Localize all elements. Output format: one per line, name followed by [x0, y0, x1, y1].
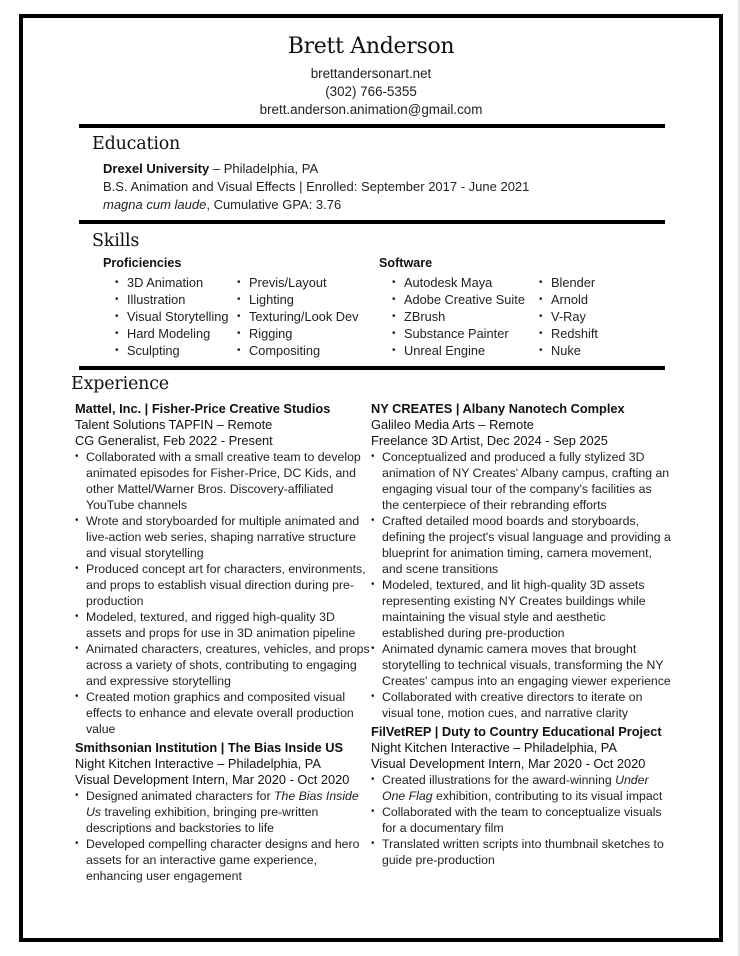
job-entry [371, 724, 671, 868]
software-heading: Software [379, 256, 433, 270]
gpa: , Cumulative GPA: 3.76 [206, 197, 342, 212]
proficiencies-heading: Proficiencies [103, 256, 182, 270]
applicant-name: Brett Anderson [287, 34, 455, 59]
skills-heading: Skills [92, 231, 140, 251]
software-item: • Adobe Creative Suite [392, 291, 525, 308]
job-bullet: • Animated characters, creatures, vehicles, and props across a variety of shots, contributing to engaging and expressive storytelling [75, 641, 371, 689]
software-item: • Nuke [539, 342, 598, 359]
job-role: Visual Development Intern, Mar 2020 - Oct 2020 [75, 772, 350, 787]
italic-title: The Bias Inside Us [86, 789, 359, 819]
job-employer: Night Kitchen Interactive – Philadelphia, PA [75, 756, 321, 771]
proficiency-item: • Sculpting [115, 342, 228, 359]
proficiency-item: • Previs/Layout [237, 274, 359, 291]
job-bullet: • Developed compelling character designs and hero assets for an interactive game experience, enhancing user engagement [75, 836, 371, 884]
job-bullet: • Modeled, textured, and rigged high-quality 3D assets and props for use in 3D animation pipeline [75, 609, 371, 641]
software-list-2 [539, 274, 598, 359]
proficiency-item: • Hard Modeling [115, 325, 228, 342]
job-employer: Night Kitchen Interactive – Philadelphia, PA [371, 740, 617, 755]
job-employer: Galileo Media Arts – Remote [371, 417, 534, 432]
software-item: • Unreal Engine [392, 342, 525, 359]
job-bullet: • Translated written scripts into thumbnail sketches to guide pre-production [371, 836, 671, 868]
proficiencies-list-2 [237, 274, 359, 359]
job-company: NY CREATES | Albany Nanotech Complex [371, 401, 625, 416]
section-divider [79, 124, 665, 128]
job-company: Smithsonian Institution | The Bias Inside US [75, 740, 344, 755]
job-bullet: • Animated dynamic camera moves that brought storytelling to technical visuals, transforming the NY Creates' campus into an engaging viewer experience [371, 641, 671, 689]
job-bullet: • Created illustrations for the award-winning Under One Flag exhibition, contributing to its visual impact [371, 772, 671, 804]
proficiency-item: • Illustration [115, 291, 228, 308]
software-item: • Arnold [539, 291, 598, 308]
job-bullet: • Collaborated with creative directors to iterate on visual tone, motion cues, and narrative clarity [371, 689, 671, 721]
job-bullet: • Crafted detailed mood boards and storyboards, defining the project's visual language and providing a blueprint for animation timing, camera movement, and scene transitions [371, 513, 671, 577]
job-bullets [75, 788, 371, 884]
job-entry [371, 401, 671, 721]
software-item: • Autodesk Maya [392, 274, 525, 291]
experience-heading: Experience [71, 374, 169, 394]
software-item: • ZBrush [392, 308, 525, 325]
job-company: FilVetREP | Duty to Country Educational Project [371, 724, 662, 739]
job-bullet: • Collaborated with a small creative team to develop animated episodes for Fisher-Price, DC Kids, and other Mattel/Warner Bros. Discovery-affiliated YouTube channels [75, 449, 371, 513]
education-degree: B.S. Animation and Visual Effects | Enrolled: September 2017 - June 2021 [103, 179, 530, 194]
italic-title: Under One Flag [382, 773, 649, 803]
proficiency-item: • Visual Storytelling [115, 308, 228, 325]
job-role: Visual Development Intern, Mar 2020 - Oct 2020 [371, 756, 646, 771]
education-honors-line [103, 196, 341, 213]
software-item: • V-Ray [539, 308, 598, 325]
job-bullets [75, 449, 371, 737]
proficiency-item: • Lighting [237, 291, 359, 308]
school-name: Drexel University [103, 161, 210, 176]
software-item: • Redshift [539, 325, 598, 342]
job-entry [75, 401, 371, 737]
job-bullets [371, 449, 671, 721]
job-bullets [371, 772, 671, 868]
proficiency-item: • Rigging [237, 325, 359, 342]
job-bullet: • Produced concept art for characters, environments, and props to establish visual direction during pre-production [75, 561, 371, 609]
job-role: Freelance 3D Artist, Dec 2024 - Sep 2025 [371, 433, 608, 448]
software-list-1 [392, 274, 525, 359]
job-entry [75, 740, 371, 884]
section-divider [79, 220, 665, 224]
job-bullet: • Created motion graphics and composited visual effects to enhance and elevate overall production value [75, 689, 371, 737]
education-school-line [103, 160, 318, 177]
email-link[interactable]: brett.anderson.animation@gmail.com [259, 102, 483, 117]
education-heading: Education [92, 134, 181, 154]
honors: magna cum laude [103, 197, 207, 212]
job-bullet: • Modeled, textured, and lit high-quality 3D assets representing existing NY Creates buildings while maintaining the visual style and aesthetic established during pre-production [371, 577, 671, 641]
website-link[interactable]: brettandersonart.net [310, 66, 432, 81]
job-bullet: • Designed animated characters for The Bias Inside Us traveling exhibition, bringing pre-written descriptions and backstories to life [75, 788, 371, 836]
proficiency-item: • 3D Animation [115, 274, 228, 291]
software-item: • Substance Painter [392, 325, 525, 342]
job-role: CG Generalist, Feb 2022 - Present [75, 433, 273, 448]
experience-column-left [75, 401, 371, 887]
school-location: – Philadelphia, PA [209, 161, 319, 176]
experience-column-right [371, 401, 671, 871]
proficiency-item: • Compositing [237, 342, 359, 359]
job-employer: Talent Solutions TAPFIN – Remote [75, 417, 273, 432]
proficiency-item: • Texturing/Look Dev [237, 308, 359, 325]
proficiencies-list-1 [115, 274, 228, 359]
job-company: Mattel, Inc. | Fisher-Price Creative Studios [75, 401, 331, 416]
software-item: • Blender [539, 274, 598, 291]
phone-number: (302) 766-5355 [325, 84, 417, 99]
job-bullet: • Wrote and storyboarded for multiple animated and live-action web series, shaping narrative structure and visual storytelling [75, 513, 371, 561]
job-bullet: • Collaborated with the team to conceptualize visuals for a documentary film [371, 804, 671, 836]
section-divider [79, 366, 665, 370]
resume-page [19, 14, 723, 942]
job-bullet: • Conceptualized and produced a fully stylized 3D animation of NY Creates' Albany campus, crafting an engaging visual tour of the company's facilities as the centerpiece of their rebranding efforts [371, 449, 671, 513]
